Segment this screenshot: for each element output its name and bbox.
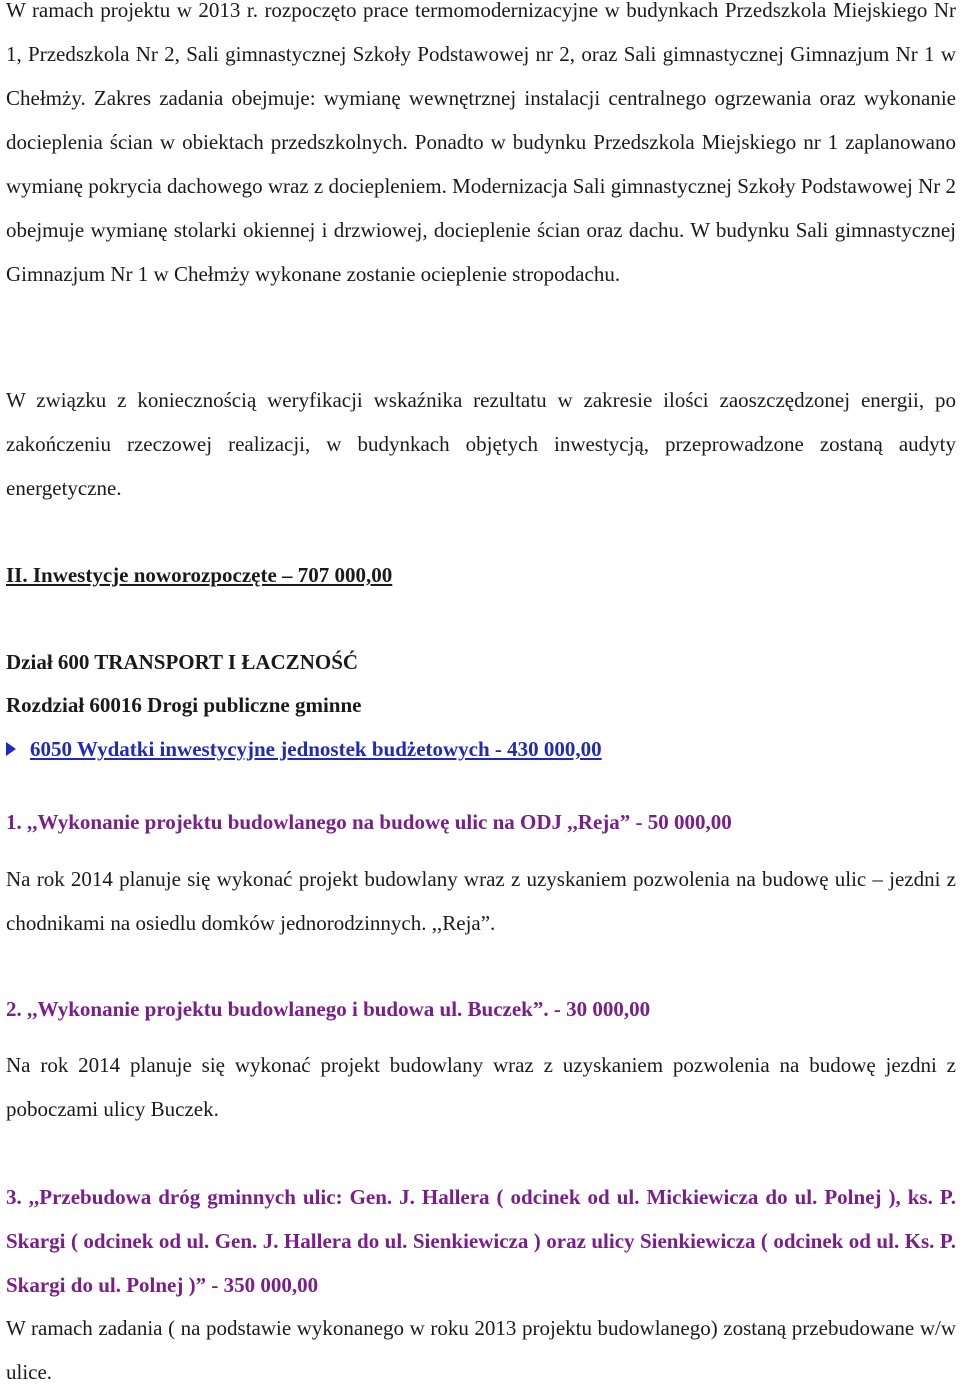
item-1-body: [6, 857, 956, 945]
intro-paragraph-1: [6, 0, 956, 296]
rozdzial-heading: [6, 683, 956, 727]
item-3-body: [6, 1306, 956, 1394]
intro-paragraph-2: [6, 378, 956, 510]
section-title: II. Inwestycje noworozpoczęte – 707 000,00: [6, 563, 393, 587]
intro-text-2: W związku z koniecznością weryfikacji wskaźnika rezultatu w zakresie ilości zaoszczędzonej energii, po zakończeniu rzeczowej realizacji, w budynkach objętych inwestycją, przeprowadzone zostaną audyty energetyczne.: [6, 388, 956, 500]
dzial-title: Dział 600 TRANSPORT I ŁACZNOŚĆ: [6, 650, 359, 674]
section-heading: [6, 553, 956, 597]
item-2-title: 2. ,,Wykonanie projektu budowlanego i budowa ul. Buczek”. - 30 000,00: [6, 997, 651, 1021]
intro-text-1: W ramach projektu w 2013 r. rozpoczęto prace termomodernizacyjne w budynkach Przedszkola Miejskiego Nr 1, Przedszkola Nr 2, Sali gimnastycznej Szkoły Podstawowej nr 2, oraz Sali gimnastycznej Gimnazjum Nr 1 w Chełmży. Zakres zadania obejmuje: wymianę wewnętrznej instalacji centralnego ogrzewania oraz wykonanie docieplenia ścian w obiektach przedszkolnych. Ponadto w budynku Przedszkola Miejskiego nr 1 zaplanowano wymianę pokrycia dachowego wraz z dociepleniem. Modernizacja Sali gimnastycznej Szkoły Podstawowej Nr 2 obejmuje wymianę stolarki okiennej i drzwiowej, docieplenie ścian oraz dachu. W budynku Sali gimnastycznej Gimnazjum Nr 1 w Chełmży wykonane zostanie ocieplenie stropodachu.: [6, 0, 956, 286]
dzial-heading: [6, 640, 956, 684]
item-3: [6, 1175, 956, 1307]
bullet-arrow-icon: [6, 742, 16, 756]
item-3-text: W ramach zadania ( na podstawie wykonanego w roku 2013 projektu budowlanego) zostaną przebudowane w/w ulice.: [6, 1316, 956, 1384]
item-1-title: 1. ,,Wykonanie projektu budowlanego na budowę ulic na ODJ ,,Reja” - 50 000,00: [6, 810, 732, 834]
item-3-title: 3. ,,Przebudowa dróg gminnych ulic: Gen. J. Hallera ( odcinek od ul. Mickiewicza do ul. Polnej ), ks. P. Skargi ( odcinek od ul. Gen. J. Hallera do ul. Sienkiewicza ) oraz ulicy Sienkiewicza ( odcinek od ul. Ks. P. Skargi do ul. Polnej )” - 350 000,00: [6, 1185, 956, 1297]
item-1: [6, 800, 956, 844]
paragraf-heading: [6, 727, 956, 771]
item-1-text: Na rok 2014 planuje się wykonać projekt budowlany wraz z uzyskaniem pozwolenia na budowę ulic – jezdni z chodnikami na osiedlu domków jednorodzinnych. ,,Reja”.: [6, 867, 956, 935]
rozdzial-title: Rozdział 60016 Drogi publiczne gminne: [6, 693, 362, 717]
item-2-body: [6, 1043, 956, 1131]
item-2: [6, 987, 956, 1031]
paragraf-title: 6050 Wydatki inwestycyjne jednostek budżetowych - 430 000,00: [30, 737, 602, 761]
item-2-text: Na rok 2014 planuje się wykonać projekt budowlany wraz z uzyskaniem pozwolenia na budowę jezdni z poboczami ulicy Buczek.: [6, 1053, 956, 1121]
